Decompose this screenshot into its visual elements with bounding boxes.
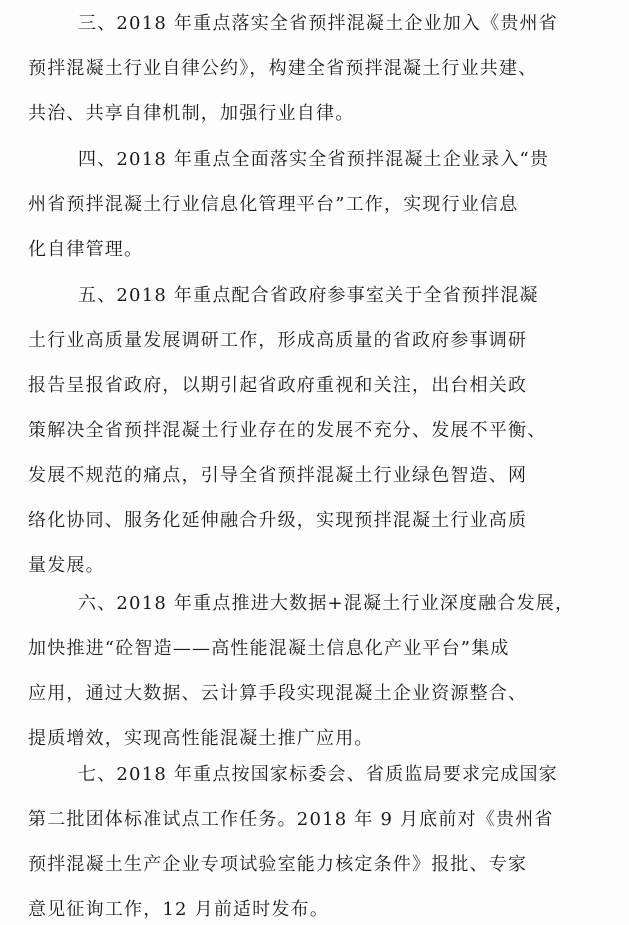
paragraph-line: 发展不规范的痛点，引导全省预拌混凝土行业绿色智造、网 (28, 465, 528, 486)
paragraph-item-7 (28, 763, 603, 922)
paragraph-line: 五、2018 年重点配合省政府参事室关于全省预拌混凝 (78, 285, 539, 306)
paragraph-item-4 (28, 148, 603, 262)
paragraph-line: 第二批团体标准试点工作任务。2018 年 9 月底前对《贵州省 (28, 809, 554, 830)
paragraph-line: 三、2018 年重点落实全省预拌混凝土企业加入《贵州省 (78, 13, 558, 34)
paragraph-item-5 (28, 284, 603, 578)
paragraph-line: 六、2018 年重点推进大数据+混凝土行业深度融合发展， (78, 593, 575, 614)
paragraph-line: 四、2018 年重点全面落实全省预拌混凝土企业录入“贵 (78, 149, 550, 170)
paragraph-line: 应用，通过大数据、云计算手段实现混凝土企业资源整合、 (28, 683, 528, 704)
paragraph-line: 预拌混凝土生产企业专项试验室能力核定条件》报批、专家 (28, 854, 528, 875)
paragraph-line: 意见征询工作，12 月前适时发布。 (28, 899, 330, 920)
paragraph-line: 报告呈报省政府，以期引起省政府重视和关注，出台相关政 (28, 375, 528, 396)
paragraph-line: 量发展。 (28, 555, 105, 576)
paragraph-line: 提质增效，实现高性能混凝土推广应用。 (28, 728, 374, 749)
paragraph-line: 加快推进“砼智造——高性能混凝土信息化产业平台”集成 (28, 638, 510, 659)
paragraph-line: 预拌混凝土行业自律公约》，构建全省预拌混凝土行业共建、 (28, 58, 538, 79)
paragraph-line: 策解决全省预拌混凝土行业存在的发展不充分、发展不平衡、 (28, 420, 547, 441)
paragraph-item-3 (28, 12, 603, 126)
paragraph-line: 共治、共享自律机制，加强行业自律。 (28, 103, 355, 124)
paragraph-line: 化自律管理。 (28, 239, 144, 260)
paragraph-line: 七、2018 年重点按国家标委会、省质监局要求完成国家 (78, 764, 558, 785)
paragraph-item-6 (28, 592, 603, 751)
paragraph-line: 土行业高质量发展调研工作，形成高质量的省政府参事调研 (28, 330, 528, 351)
paragraph-line: 络化协同、服务化延伸融合升级，实现预拌混凝土行业高质 (28, 510, 528, 531)
paragraph-line: 州省预拌混凝土行业信息化管理平台”工作，实现行业信息 (28, 194, 519, 215)
